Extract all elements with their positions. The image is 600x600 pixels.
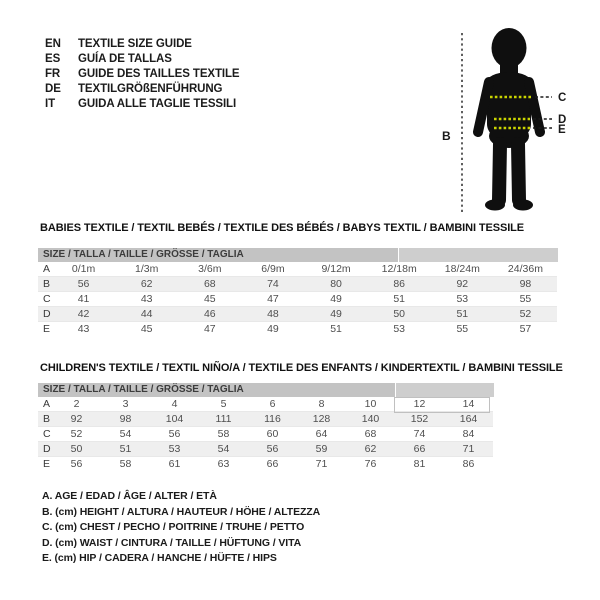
table-cell: 53 [168,443,181,455]
table-cell: 43 [140,293,153,305]
language-code: ES [45,53,61,65]
language-code: FR [45,68,61,80]
babies-table-header [38,248,557,262]
measurement-legend [42,489,320,567]
table-cell: 4 [171,398,178,410]
table-cell: 54 [217,443,230,455]
table-cell: 43 [77,323,90,335]
legend-line-b: B. (cm) HEIGHT / ALTURA / HAUTEUR / HÖHE / ALTEZZA [42,505,321,518]
row-label: C [43,428,51,440]
table-cell: 128 [312,413,331,425]
table-cell: 24/36m [507,263,543,275]
table-cell: 80 [330,278,342,290]
children-section-title: CHILDREN'S TEXTILE / TEXTIL NIÑO/A / TEXTILE DES ENFANTS / KINDERTEXTIL / BAMBINI TESSILE [40,362,563,374]
hip-label: E [558,124,566,136]
chest-label: C [558,92,567,104]
table-cell: 47 [267,293,279,305]
table-cell: 140 [361,413,380,425]
table-cell: 6 [269,398,276,410]
language-list [45,37,240,112]
table-cell: 2 [73,398,80,410]
children-row-c [38,427,493,442]
table-cell: 42 [77,308,90,320]
table-cell: 86 [393,278,406,290]
table-cell: 56 [70,458,83,470]
babies-size-table [38,248,557,337]
table-cell: 45 [203,293,216,305]
legend-line-a: A. AGE / EDAD / ÂGE / ALTER / ETÀ [42,490,217,502]
legend-line-e: E. (cm) HIP / CADERA / HANCHE / HÜFTE / HIPS [42,552,277,564]
table-cell: 49 [267,323,279,335]
table-cell: 98 [119,413,132,425]
table-cell: 55 [456,323,469,335]
table-body [38,262,557,337]
language-row-de [45,82,240,97]
table-cell: 71 [315,458,328,470]
table-cell: 51 [330,323,342,335]
table-cell: 116 [264,413,281,425]
babies-row-b [38,277,557,292]
table-cell: 84 [462,428,475,440]
table-cell: 164 [459,413,478,425]
table-cell: 68 [364,428,377,440]
language-code: DE [45,83,61,95]
table-cell: 59 [315,443,328,455]
table-cell: 152 [410,413,429,425]
table-cell: 64 [315,428,328,440]
language-code: EN [45,38,61,50]
table-cell: 63 [217,458,230,470]
table-cell: 44 [140,308,153,320]
table-cell: 66 [413,443,426,455]
table-cell: 3 [122,398,129,410]
table-cell: 48 [267,308,279,320]
table-cell: 51 [119,443,132,455]
children-row-a [38,397,493,412]
babies-section-title: BABIES TEXTILE / TEXTIL BEBÉS / TEXTILE DES BÉBÉS / BABYS TEXTIL / BAMBINI TESSILE [40,222,525,234]
table-cell: 14 [462,398,475,410]
row-label: A [43,263,51,275]
table-cell: 62 [140,278,153,290]
table-cell: 104 [165,413,184,425]
children-row-b [38,412,493,427]
babies-row-c [38,292,557,307]
table-cell: 41 [77,293,90,305]
table-cell: 58 [217,428,230,440]
language-text: GUIDE DES TAILLES TEXTILE [78,68,240,80]
table-cell: 12/18m [381,263,417,275]
table-cell: 61 [168,458,181,470]
babies-row-d [38,307,557,322]
table-cell: 74 [413,428,426,440]
header-light-segment [395,383,494,397]
table-cell: 45 [140,323,153,335]
table-cell: 10 [364,398,377,410]
height-label: B [442,129,451,143]
table-cell: 3/6m [198,263,222,275]
row-label: D [43,308,51,320]
language-row-fr [45,67,240,82]
table-cell: 50 [70,443,83,455]
table-cell: 47 [203,323,216,335]
table-cell: 12 [413,398,426,410]
table-cell: 86 [462,458,475,470]
babies-row-a [38,262,557,277]
babies-table-header-label: SIZE / TALLA / TAILLE / GRÖSSE / TAGLIA [43,249,244,260]
row-label: E [43,458,51,470]
table-cell: 52 [519,308,532,320]
table-cell: 6/9m [261,263,285,275]
table-cell: 0/1m [71,263,96,275]
table-cell: 60 [266,428,279,440]
language-text: TEXTILGRÖßENFÜHRUNG [78,83,223,95]
language-row-es [45,52,240,67]
table-cell: 58 [119,458,132,470]
table-cell: 53 [456,293,469,305]
table-cell: 55 [519,293,532,305]
language-text: GUÍA DE TALLAS [78,53,172,65]
row-label: A [43,398,51,410]
table-cell: 56 [77,278,90,290]
row-label: B [43,413,51,425]
children-table-header [38,383,493,397]
table-cell: 54 [119,428,132,440]
babies-row-e [38,322,557,337]
header-light-segment [398,248,558,262]
legend-line-c: C. (cm) CHEST / PECHO / POITRINE / TRUHE / PETTO [42,521,305,533]
table-cell: 1/3m [135,263,159,275]
table-cell: 81 [413,458,426,470]
table-cell: 51 [456,308,469,320]
table-cell: 49 [330,308,342,320]
table-cell: 52 [70,428,83,440]
table-cell: 62 [364,443,377,455]
table-cell: 49 [330,293,342,305]
table-cell: 98 [519,278,532,290]
table-cell: 71 [462,443,475,455]
table-cell: 50 [393,308,406,320]
child-silhouette-figure [428,6,600,218]
language-text: GUIDA ALLE TAGLIE TESSILI [78,98,237,110]
language-text: TEXTILE SIZE GUIDE [78,38,192,50]
table-cell: 92 [456,278,469,290]
table-cell: 111 [215,413,232,425]
table-cell: 76 [364,458,377,470]
table-cell: 8 [318,398,325,410]
children-row-e [38,457,493,472]
table-cell: 51 [393,293,406,305]
language-row-it [45,97,240,112]
table-cell: 74 [267,278,279,290]
language-row-en [45,37,240,52]
table-cell: 92 [70,413,83,425]
row-label: E [43,323,51,335]
children-size-table [38,383,493,472]
table-cell: 18/24m [444,263,480,275]
table-cell: 66 [266,458,279,470]
table-cell: 5 [220,398,227,410]
row-label: B [43,278,51,290]
table-cell: 56 [168,428,181,440]
row-label: C [43,293,51,305]
table-cell: 53 [393,323,406,335]
legend-line-d: D. (cm) WAIST / CINTURA / TAILLE / HÜFTUNG / VITA [42,536,302,549]
row-label: D [43,443,51,455]
table-cell: 9/12m [321,263,351,275]
table-body [38,397,493,472]
children-table-header-label: SIZE / TALLA / TAILLE / GRÖSSE / TAGLIA [43,384,244,395]
waist-label: D [558,114,567,126]
language-code: IT [45,98,56,110]
table-cell: 56 [266,443,279,455]
table-cell: 46 [203,308,216,320]
table-cell: 68 [203,278,216,290]
children-row-d [38,442,493,457]
table-cell: 57 [519,323,532,335]
